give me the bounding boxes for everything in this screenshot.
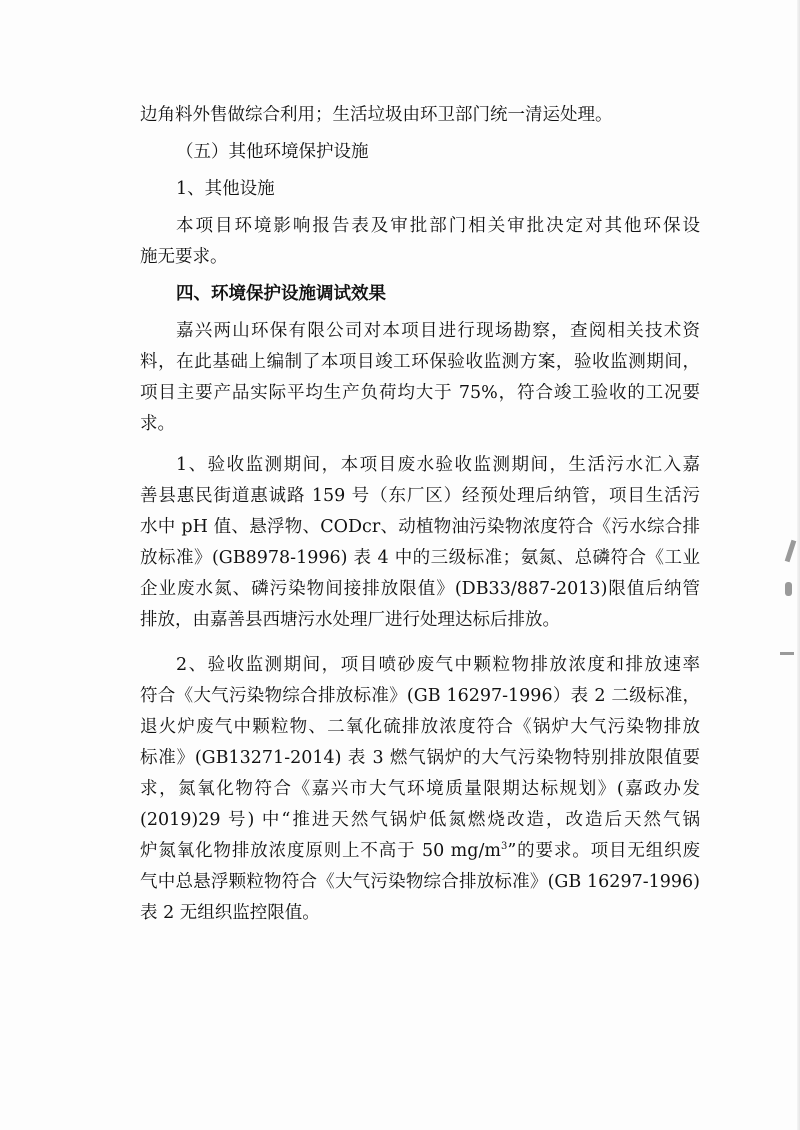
text-line: 嘉兴两山环保有限公司对本项目进行现场勘察，查阅相关技术资 — [176, 321, 700, 341]
text-line: 1、验收监测期间，本项目废水验收监测期间，生活污水汇入嘉 — [176, 455, 700, 475]
edge-mark — [780, 652, 794, 655]
text-line: 排放，由嘉善县西塘污水处理厂进行处理达标后排放。 — [140, 610, 560, 630]
text-line: 符合《大气污染物综合排放标准》(GB 16297-1996）表 2 二级标准， — [140, 686, 700, 706]
text-line: 求，氮氧化物符合《嘉兴市大气环境质量限期达标规划》(嘉政办发 — [140, 779, 700, 799]
superscript-3: 3 — [500, 841, 508, 853]
section-heading-four: 四、环境保护设施调试效果 — [176, 284, 386, 304]
paragraph-other-facilities — [140, 211, 700, 273]
edge-mark — [785, 582, 792, 596]
text-line — [140, 836, 700, 867]
text-line: 本项目环境影响报告表及审批部门相关审批决定对其他环保设 — [176, 216, 700, 236]
text-line: (2019)29 号) 中“推进天然气锅炉低氮燃烧改造，改造后天然气锅 — [140, 810, 700, 830]
subsection-heading-other-facilities: 1、其他设施 — [176, 179, 275, 199]
text-line: 求。 — [140, 414, 175, 434]
text-line: 气中总悬浮颗粒物符合《大气污染物综合排放标准》(GB 16297-1996) — [140, 872, 700, 892]
text-line: 放标准》(GB8978-1996) 表 4 中的三级标准；氨氮、总磷符合《工业 — [140, 548, 700, 568]
text-line: 退火炉废气中颗粒物、二氧化硫排放浓度符合《锅炉大气污染物排放 — [140, 717, 700, 737]
paragraph-wastewater — [140, 450, 700, 636]
text-line: 企业废水氮、磷污染物间接排放限值》(DB33/887-2013)限值后纳管 — [140, 579, 700, 599]
document-body — [140, 100, 700, 929]
section-heading-five: （五）其他环境保护设施 — [176, 142, 369, 162]
paragraph-waste-gas — [140, 650, 700, 929]
text-line: 项目主要产品实际平均生产负荷均大于 75%，符合竣工验收的工况要 — [140, 383, 700, 403]
text-line: 边角料外售做综合利用；生活垃圾由环卫部门统一清运处理。 — [140, 105, 613, 125]
text-line: 2、验收监测期间，项目喷砂废气中颗粒物排放浓度和排放速率 — [176, 655, 700, 675]
text-line: 料，在此基础上编制了本项目竣工环保验收监测方案，验收监测期间， — [140, 352, 700, 372]
text-line: 施无要求。 — [140, 247, 228, 267]
text-line: 标准》(GB13271-2014) 表 3 燃气锅炉的大气污染物特别排放限值要 — [140, 748, 700, 768]
paragraph-debug-effect — [140, 316, 700, 440]
edge-mark — [785, 540, 797, 562]
text-line: 水中 pH 值、悬浮物、CODcr、动植物油污染物浓度符合《污水综合排 — [140, 517, 700, 537]
text-line: 善县惠民街道惠诚路 159 号（东厂区）经预处理后纳管，项目生活污 — [140, 486, 700, 506]
binding-edge-marks — [776, 520, 800, 680]
text-segment: ”的要求。项目无组织废 — [507, 841, 700, 861]
text-line: 表 2 无组织监控限值。 — [140, 903, 320, 923]
text-segment: 炉氮氧化物排放浓度原则上不高于 50 mg/m — [140, 841, 501, 861]
